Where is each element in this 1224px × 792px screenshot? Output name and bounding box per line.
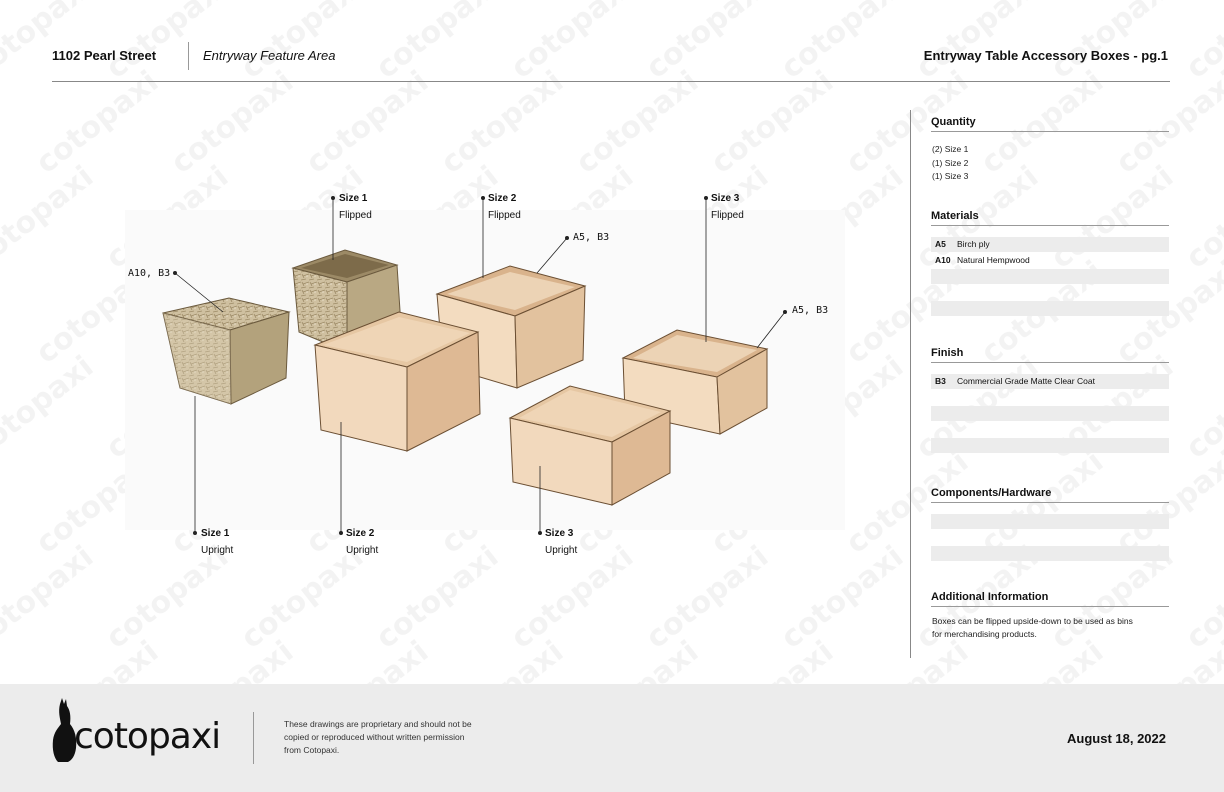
material-row-empty: [931, 301, 1169, 316]
proprietary-notice: These drawings are proprietary and should not be copied or reproduced without written permission from Cotopaxi.: [284, 719, 472, 755]
finish-code: B3: [935, 376, 946, 386]
label-size2-upright: [346, 528, 378, 556]
finish-row-empty: [931, 406, 1169, 421]
label-size3-upright: [545, 528, 577, 556]
watermark-text: [1180, 349, 1224, 466]
spec-panel: [910, 110, 1168, 658]
material-code: A5: [935, 239, 946, 249]
quantity-item: (1) Size 2: [932, 157, 969, 168]
material-tag-ply: A5, B3: [792, 305, 829, 316]
box-drawing: [125, 190, 845, 580]
material-desc: Birch ply: [957, 239, 990, 249]
cotopaxi-logo: [50, 698, 235, 768]
sheet-date: August 18, 2022: [1067, 731, 1166, 746]
label-size3-flipped: [711, 193, 744, 221]
label-title: Size 3: [545, 528, 574, 539]
quantity-heading: Quantity: [931, 116, 1169, 132]
finish-row: [931, 374, 1169, 389]
quantity-list: [932, 143, 968, 184]
additional-info-text: Boxes can be flipped upside-down to be used as bins for merchandising products.: [932, 616, 1133, 639]
material-row: [931, 253, 1169, 268]
components-row-empty: [931, 546, 1169, 561]
watermark-text: [1180, 0, 1224, 86]
label-title: Size 2: [346, 528, 375, 539]
project-area: Entryway Feature Area: [203, 48, 336, 63]
page-header: [52, 40, 1170, 82]
box-illustration: [125, 190, 845, 580]
watermark-text: [1180, 539, 1224, 656]
label-size2-flipped: [488, 193, 521, 221]
material-row: [931, 237, 1169, 252]
finish-heading: Finish: [931, 347, 1169, 363]
material-row-empty: [931, 269, 1169, 284]
sheet-title: Entryway Table Accessory Boxes - pg.1: [923, 48, 1168, 63]
watermark-text: [0, 539, 100, 656]
label-subtitle: Upright: [201, 545, 234, 556]
materials-heading: Materials: [931, 210, 1169, 226]
material-code: A10: [935, 255, 951, 265]
material-desc: Natural Hempwood: [957, 255, 1030, 265]
components-heading: Components/Hardware: [931, 487, 1169, 503]
label-subtitle: Upright: [346, 545, 379, 556]
quantity-item: (1) Size 3: [932, 171, 969, 181]
watermark-text: [1180, 159, 1224, 276]
label-title: Size 2: [488, 193, 517, 204]
watermark-text: [0, 349, 100, 466]
label-subtitle: Flipped: [339, 210, 372, 221]
finish-desc: Commercial Grade Matte Clear Coat: [957, 376, 1095, 386]
header-divider: [188, 42, 189, 70]
additional-info-heading: Additional Information: [931, 591, 1169, 607]
logo-wordmark: cotopaxi: [74, 716, 221, 757]
label-title: Size 1: [201, 528, 230, 539]
footer-divider: [253, 712, 254, 764]
label-subtitle: Flipped: [488, 210, 521, 221]
label-subtitle: Flipped: [711, 210, 744, 221]
quantity-item: (2) Size 1: [932, 144, 969, 154]
material-tag-ply: A5, B3: [573, 232, 610, 243]
label-title: Size 3: [711, 193, 740, 204]
label-subtitle: Upright: [545, 545, 578, 556]
material-tag-hemp: A10, B3: [128, 268, 171, 279]
project-address: 1102 Pearl Street: [52, 48, 157, 63]
finish-row-empty: [931, 438, 1169, 453]
watermark-text: [0, 159, 100, 276]
page-footer: [0, 684, 1224, 792]
label-size1-flipped: [339, 193, 372, 221]
components-row-empty: [931, 514, 1169, 529]
label-size1-upright: [201, 528, 233, 556]
label-title: Size 1: [339, 193, 368, 204]
